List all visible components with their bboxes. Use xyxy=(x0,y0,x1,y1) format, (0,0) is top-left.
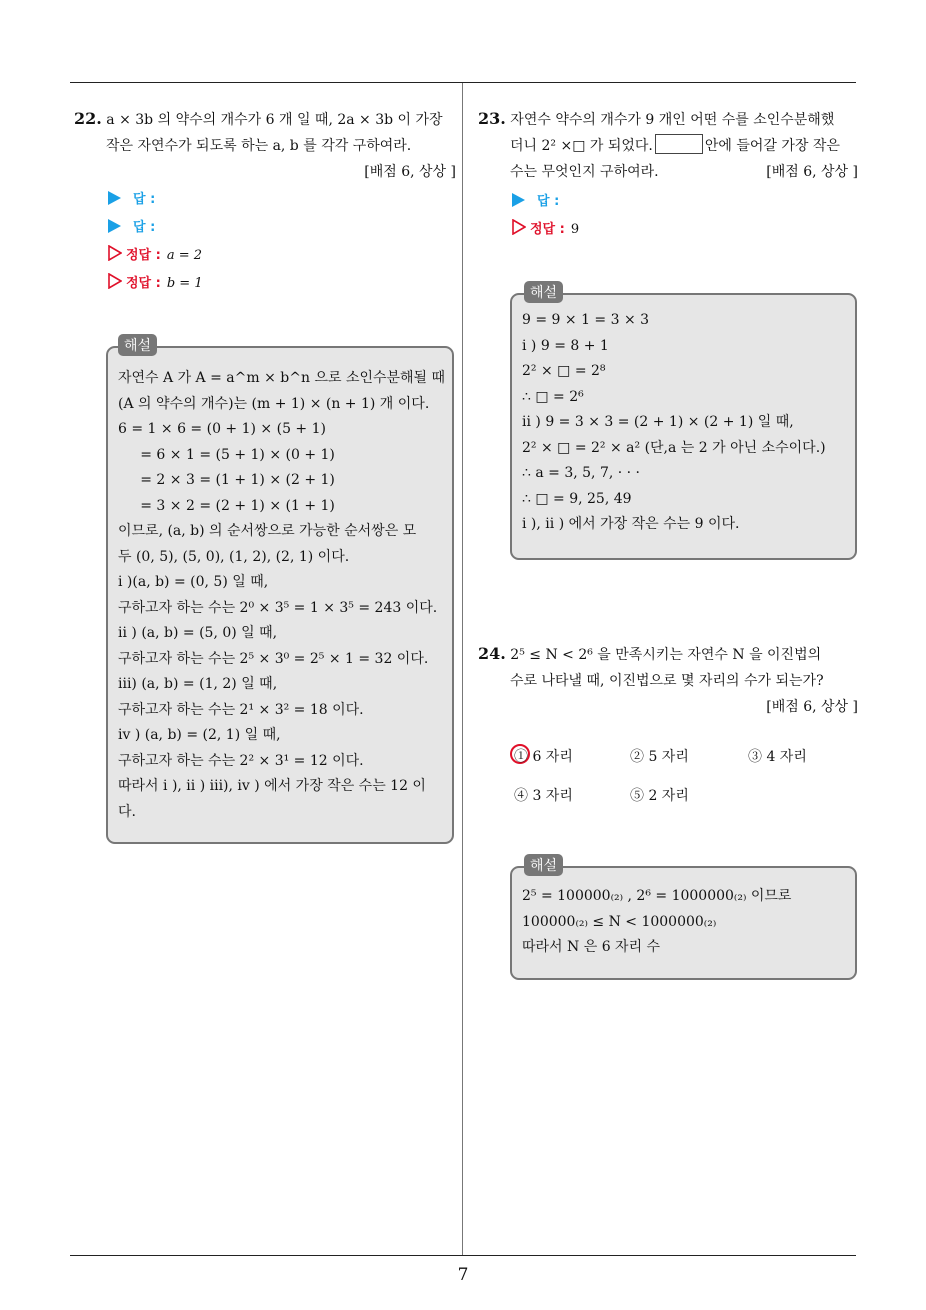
bottom-rule xyxy=(70,1255,856,1256)
explanation-tab: 해설 xyxy=(524,281,563,303)
question-24 xyxy=(478,641,858,720)
question-meta: [배점 6, 상상 ] xyxy=(766,699,858,715)
correct-arrow-icon xyxy=(108,273,122,289)
explanation-line: 6 = 1 × 6 = (0 + 1) × (5 + 1) xyxy=(118,421,326,437)
correct-answer: 정답 : a = 2 xyxy=(108,244,202,263)
explanation-line: ∴ a = 3, 5, 7, · · · xyxy=(522,465,641,481)
explanation-line: 구하고자 하는 수는 2² × 3¹ = 12 이다. xyxy=(118,752,364,769)
explanation-text xyxy=(522,884,791,961)
answer-line[interactable]: 답 : xyxy=(512,190,559,209)
explanation-line: iii) (a, b) = (1, 2) 일 때, xyxy=(118,676,278,692)
answer-arrow-icon xyxy=(108,191,121,205)
explanation-line: i )(a, b) = (0, 5) 일 때, xyxy=(118,574,269,590)
question-meta: [배점 6, 상상 ] xyxy=(364,164,456,180)
choice-4[interactable]: ④ 3 자리 xyxy=(514,788,573,804)
question-22 xyxy=(74,106,456,185)
answer-blank[interactable] xyxy=(655,134,703,154)
explanation-line: ii ) 9 = 3 × 3 = (2 + 1) × (2 + 1) 일 때, xyxy=(522,414,794,430)
question-text-line: 2⁵ ≤ N < 2⁶ 을 만족시키는 자연수 N 을 이진법의 xyxy=(510,647,822,663)
choice-3[interactable]: ③ 4 자리 xyxy=(748,749,807,765)
explanation-line: 9 = 9 × 1 = 3 × 3 xyxy=(522,312,650,328)
explanation-line: i ) 9 = 8 + 1 xyxy=(522,337,609,354)
correct-arrow-icon xyxy=(512,219,526,235)
answer-line[interactable]: 답 : xyxy=(108,188,155,207)
explanation-line: ii ) (a, b) = (5, 0) 일 때, xyxy=(118,625,278,641)
explanation-line: (A 의 약수의 개수)는 (m + 1) × (n + 1) 개 이다. xyxy=(118,395,430,412)
explanation-line: 다. xyxy=(118,803,136,820)
question-text-line: a × 3b 의 약수의 개수가 6 개 일 때, 2a × 3b 이 가장 xyxy=(106,112,443,128)
answer-arrow-icon xyxy=(512,193,525,207)
correct-arrow-icon xyxy=(108,245,122,261)
explanation-line: 2² × □ = 2² × a² (단,a 는 2 가 아닌 소수이다.) xyxy=(522,439,826,456)
question-23 xyxy=(478,106,858,185)
explanation-line: 따라서 N 은 6 자리 수 xyxy=(522,939,661,955)
explanation-line: = 3 × 2 = (2 + 1) × (1 + 1) xyxy=(118,497,335,514)
explanation-line: 구하고자 하는 수는 2⁰ × 3⁵ = 1 × 3⁵ = 243 이다. xyxy=(118,599,438,616)
explanation-line: iv ) (a, b) = (2, 1) 일 때, xyxy=(118,727,281,743)
question-meta: [배점 6, 상상 ] xyxy=(766,164,858,180)
explanation-line: ∴ □ = 2⁶ xyxy=(522,388,584,405)
choice-1[interactable]: ① 6 자리 xyxy=(514,749,573,765)
explanation-line: 구하고자 하는 수는 2¹ × 3² = 18 이다. xyxy=(118,701,364,718)
page-number: 7 xyxy=(457,1265,469,1285)
explanation-line: ∴ □ = 9, 25, 49 xyxy=(522,490,632,507)
explanation-text xyxy=(522,308,826,538)
column-divider xyxy=(462,83,463,1256)
explanation-line: 두 (0, 5), (5, 0), (1, 2), (2, 1) 이다. xyxy=(118,548,350,565)
question-text-line: 더니 2² ×□ 가 되었다. 안에 들어갈 가장 작은 xyxy=(478,133,858,159)
explanation-tab: 해설 xyxy=(118,334,157,356)
explanation-line: 구하고자 하는 수는 2⁵ × 3⁰ = 2⁵ × 1 = 32 이다. xyxy=(118,650,429,667)
question-text-line: 수는 무엇인지 구하여라. [배점 6, 상상 ] xyxy=(478,159,858,185)
correct-answer: 정답 : 9 xyxy=(512,218,579,237)
answer-arrow-icon xyxy=(108,219,121,233)
top-rule xyxy=(70,82,856,83)
question-number: 23. xyxy=(478,109,506,128)
question-text-line: 수로 나타낼 때, 이진법으로 몇 자리의 수가 되는가? xyxy=(510,673,824,689)
question-text-line: 자연수 약수의 개수가 9 개인 어떤 수를 소인수분해했 xyxy=(510,112,835,128)
answer-line[interactable]: 답 : xyxy=(108,216,155,235)
question-number: 22. xyxy=(74,109,102,128)
explanation-line: 2⁵ = 100000₍₂₎ , 2⁶ = 1000000₍₂₎ 이므로 xyxy=(522,888,792,904)
explanation-tab: 해설 xyxy=(524,854,563,876)
explanation-line: 2² × □ = 2⁸ xyxy=(522,363,606,379)
explanation-line: 자연수 A 가 A = a^m × b^n 으로 소인수분해될 때 xyxy=(118,370,446,386)
choice-2[interactable]: ② 5 자리 xyxy=(630,749,689,765)
correct-answer: 정답 : b = 1 xyxy=(108,272,203,291)
question-text-line: 작은 자연수가 되도록 하는 a, b 를 각각 구하여라. xyxy=(106,138,412,154)
question-number: 24. xyxy=(478,644,506,663)
choice-5[interactable]: ⑤ 2 자리 xyxy=(630,788,689,804)
explanation-line: 따라서 i ), ii ) iii), iv ) 에서 가장 작은 수는 12 이 xyxy=(118,778,426,794)
explanation-text xyxy=(118,366,445,825)
explanation-line: 100000₍₂₎ ≤ N < 1000000₍₂₎ xyxy=(522,913,717,930)
explanation-line: 이므로, (a, b) 의 순서쌍으로 가능한 순서쌍은 모 xyxy=(118,523,417,539)
explanation-line: = 2 × 3 = (1 + 1) × (2 + 1) xyxy=(118,472,335,488)
explanation-line: i ), ii ) 에서 가장 작은 수는 9 이다. xyxy=(522,516,740,532)
explanation-line: = 6 × 1 = (5 + 1) × (0 + 1) xyxy=(118,446,335,463)
